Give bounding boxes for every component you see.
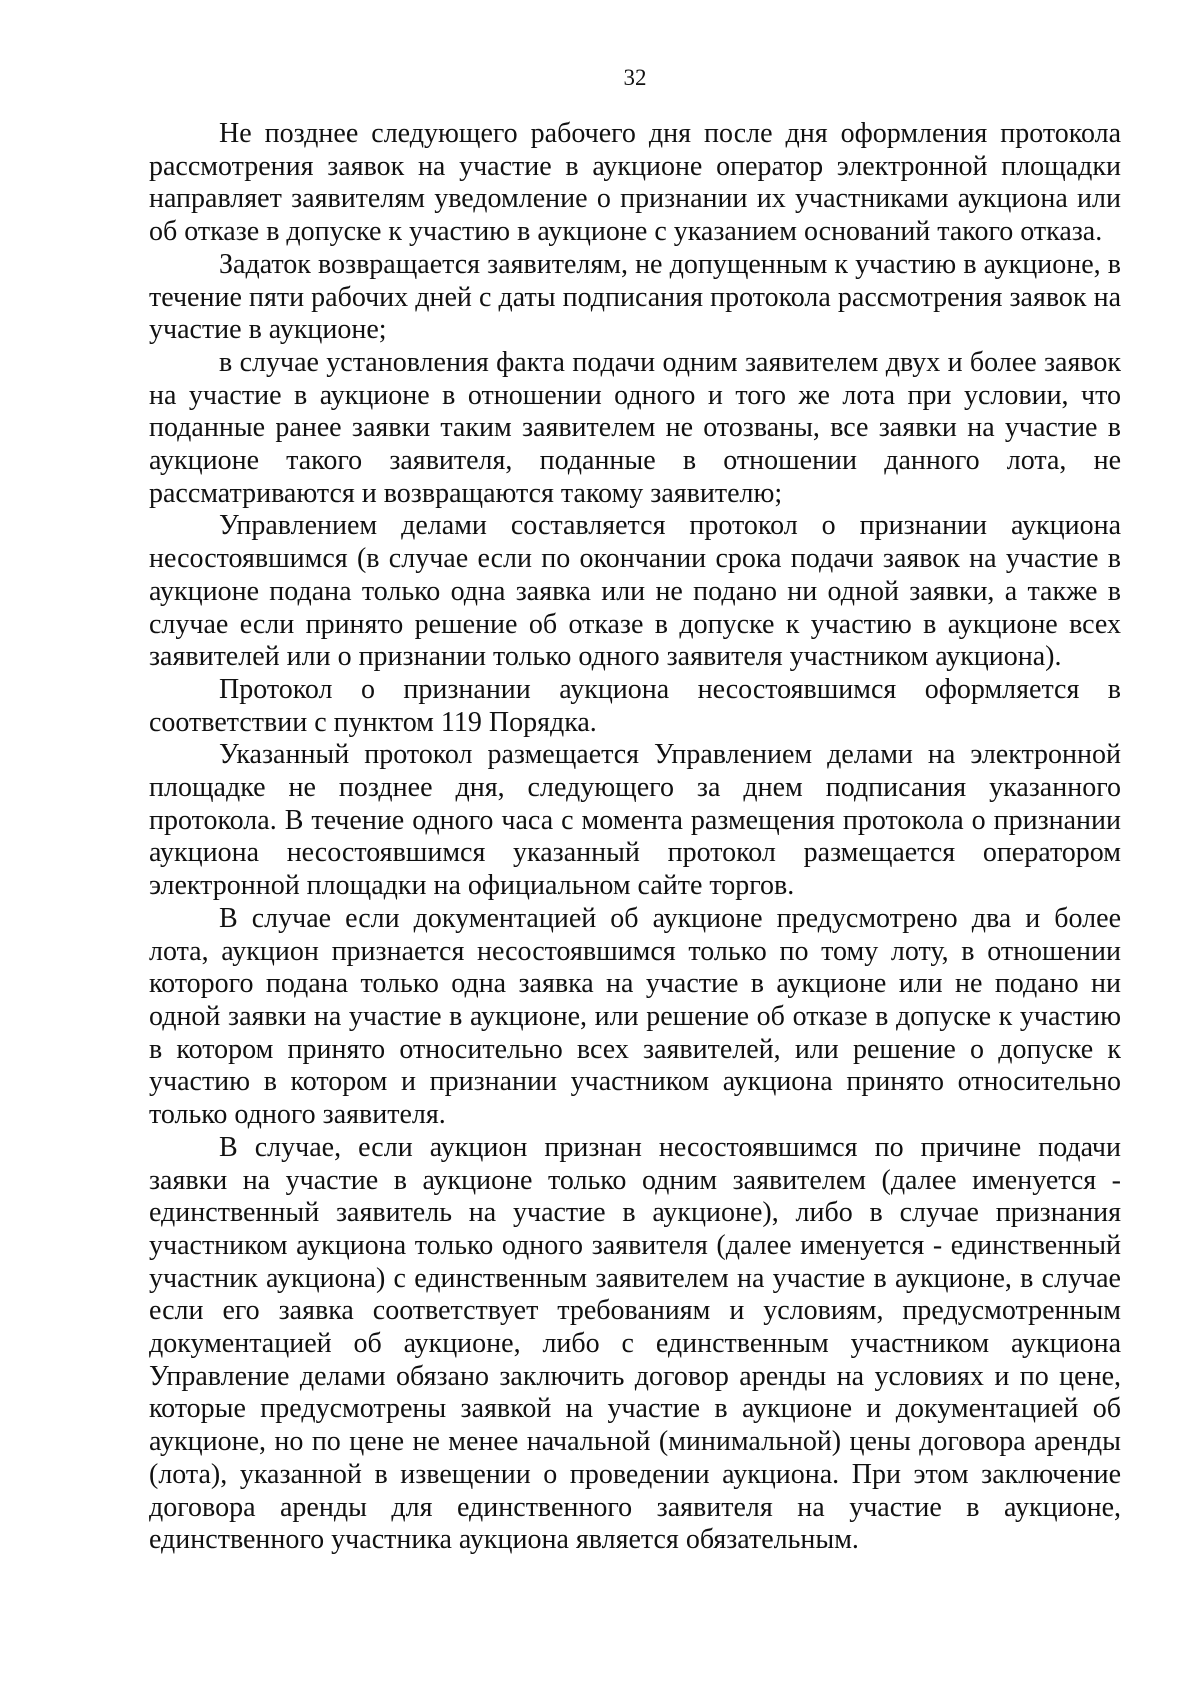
paragraph-duplicate-applications: в случае установления факта подачи одним заявителем двух и более заявок на участие в аукционе в отношении одного и того же лота при условии, что поданные ранее заявки таким заявителем не отозваны, все заявки на участие в аукционе такого заявителя, поданные в отношении данного лота, не рассматриваются и возвращаются такому заявителю; bbox=[149, 346, 1121, 509]
document-body bbox=[149, 118, 1121, 1557]
paragraph-protocol-publication: Указанный протокол размещается Управлением делами на электронной площадке не позднее дня, следующего за днем подписания указанного протокола. В течение одного часа с момента размещения протокола о признании аукциона несостоявшимся указанный протокол размещается оператором электронной площадки на официальном сайте торгов. bbox=[149, 739, 1121, 902]
paragraph-protocol-formatting: Протокол о признании аукциона несостоявшимся оформляется в соответствии с пунктом 119 Порядка. bbox=[149, 673, 1121, 738]
paragraph-failed-auction-protocol: Управлением делами составляется протокол о признании аукциона несостоявшимся (в случае если по окончании срока подачи заявок на участие в аукционе подана только одна заявка или не подано ни одной заявки, а также в случае если принято решение об отказе в допуске к участию в аукционе всех заявителей или о признании только одного заявителя участником аукциона). bbox=[149, 510, 1121, 673]
page-number: 32 bbox=[623, 65, 647, 90]
paragraph-multiple-lots: В случае если документацией об аукционе предусмотрено два и более лота, аукцион признается несостоявшимся только по тому лоту, в отношении которого подана только одна заявка на участие в аукционе или не подано ни одной заявки на участие в аукционе, или решение об отказе в допуске к участию в котором принято относительно всех заявителей, или решение о допуске к участию в котором и признании участником аукциона принято относительно только одного заявителя. bbox=[149, 902, 1121, 1131]
paragraph-deposit-return: Задаток возвращается заявителям, не допущенным к участию в аукционе, в течение пяти рабочих дней с даты подписания протокола рассмотрения заявок на участие в аукционе; bbox=[149, 248, 1121, 346]
paragraph-notification-of-applicants: Не позднее следующего рабочего дня после дня оформления протокола рассмотрения заявок на участие в аукционе оператор электронной площадки направляет заявителям уведомление о признании их участниками аукциона или об отказе в допуске к участию в аукционе с указанием оснований такого отказа. bbox=[149, 118, 1121, 248]
paragraph-single-participant-contract: В случае, если аукцион признан несостоявшимся по причине подачи заявки на участие в аукционе только одним заявителем (далее именуется - единственный заявитель на участие в аукционе), либо в случае признания участником аукциона только одного заявителя (далее именуется - единственный участник аукциона) с единственным заявителем на участие в аукционе, в случае если его заявка соответствует требованиям и условиям, предусмотренным документацией об аукционе, либо с единственным участником аукциона Управление делами обязано заключить договор аренды на условиях и по цене, которые предусмотрены заявкой на участие в аукционе и документацией об аукционе, но по цене не менее начальной (минимальной) цены договора аренды (лота), указанной в извещении о проведении аукциона. При этом заключение договора аренды для единственного заявителя на участие в аукционе, единственного участника аукциона является обязательным. bbox=[149, 1131, 1121, 1556]
